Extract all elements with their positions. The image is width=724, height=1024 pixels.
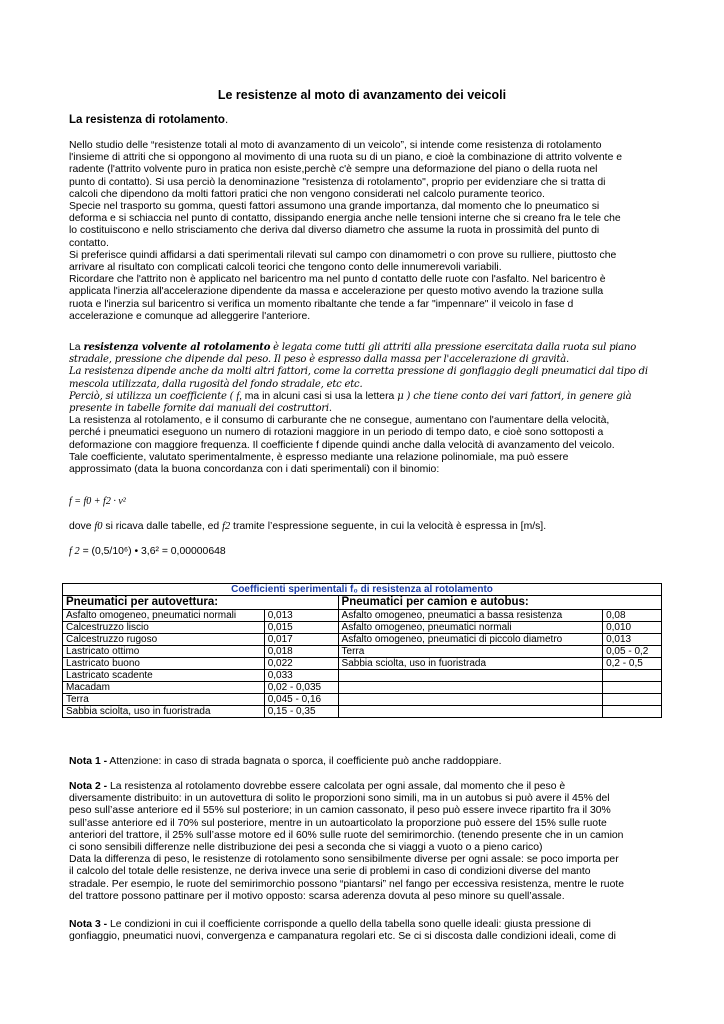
note-text: Attenzione: in caso di strada bagnata o sporca, il coefficiente può anche raddoppiare. [107, 756, 502, 767]
text-run: si ricava dalle tabelle, ed [102, 521, 223, 532]
text-run: ma in alcuni casi si usa la lettera [241, 390, 398, 402]
text-line: sull’asse anteriore ed il 70% sul posteriore, mentre in un autoarticolato la proporzione può essere del 15% sulle ruote [69, 817, 607, 829]
text-line: radente (l'attrito volvente puro in pratica non esiste,perchè c'è sempre una deformazione del piano o della ruota nel [69, 164, 598, 176]
text-line: gonfiaggio, pneumatici nuovi, convergenza e campanatura regolari etc. Se ci si discosta dalle condizioni ideali, come di [69, 931, 616, 943]
text-line [69, 919, 657, 931]
text-line: stradale, pressione che dipende dal peso. Il peso è espresso dalla massa per l'accelerazione di gravità. [69, 354, 569, 366]
formula-binomial: f = f0 + f2 · v² [69, 496, 126, 507]
table-cell: 0,08 [603, 610, 662, 622]
table-row [63, 682, 662, 694]
text-line: La resistenza al rotolamento, e il consumo di carburante che ne consegue, aumentano con l'aumentare della velocità, [69, 415, 610, 427]
text-run: dove [69, 521, 95, 532]
intro-paragraph [69, 140, 657, 323]
text-line: Si preferisce quindi affidarsi a dati sperimentali rilevati sul campo con dinamometri o con prove su rulliere, piuttosto che [69, 249, 617, 261]
table-cell: 0,045 - 0,16 [264, 694, 338, 706]
text-line: La resistenza dipende anche da molti altri fattori, come la corretta pressione di gonfiaggio degli pneumatici dal tipo di [69, 366, 648, 378]
text-line: Ricordare che l'attrito non è applicato nel baricentro ma nel punto d contatto delle ruote con l'asfalto. Nel baricentro è [69, 274, 606, 286]
table-cell: Sabbia sciolta, uso in fuoristrada [338, 658, 603, 670]
text-line: presente in tabelle fornite dai manuali dei costruttori. [69, 403, 332, 415]
text-run: La [69, 342, 84, 353]
note-label: Nota 1 - [69, 756, 108, 767]
note-text: Le condizioni in cui il coefficiente corrisponde a quello della tabella sono quelle ideali: giusta pressione di [107, 919, 591, 930]
text-line: lo costituiscono e nello strisciamento che deriva dal diverso diametro che assume la ruota in prossimità del punto di [69, 225, 600, 237]
table-row [63, 670, 662, 682]
left-section-header: Pneumatici per autovettura: [63, 596, 339, 610]
text-line: stradale. Per esempio, le ruote del semirimorchio possono “piantarsi” nel fango per eccessiva resistenza, mentre le ruote [69, 878, 625, 890]
note-label: Nota 2 - [69, 781, 108, 792]
table-cell: 0,2 - 0,5 [603, 658, 662, 670]
table-row [63, 634, 662, 646]
table-cell: Terra [63, 694, 265, 706]
table-cell [338, 670, 603, 682]
table-row [63, 622, 662, 634]
section-heading [69, 114, 228, 126]
text-line: applicata l'inerzia all'accelerazione dipendente da massa e accelerazione per questo motivo avendo la trazione sulla [69, 286, 604, 298]
table-cell: 0,15 - 0,35 [264, 706, 338, 718]
table-cell [603, 682, 662, 694]
coefficients-table [62, 583, 662, 718]
table-cell: 0,05 - 0,2 [603, 646, 662, 658]
text-line: ruota e l'inerzia sul baricentro si verifica un momento ribaltante che tende a far "impennare" il veicolo in fase d [69, 298, 574, 310]
text-line [69, 391, 657, 403]
table-cell: 0,022 [264, 658, 338, 670]
table-row [63, 706, 662, 718]
document-title: Le resistenze al moto di avanzamento dei veicoli [217, 88, 507, 102]
section-heading-dot: . [224, 114, 229, 126]
table-cell: 0,013 [264, 610, 338, 622]
text-line: l'insieme di attriti che si oppongono al movimento di una ruota su di un piano, e cioè la combinazione di attrito volvente e [69, 152, 623, 164]
text-line [69, 781, 657, 793]
symbol-mu: μ [397, 390, 404, 402]
note-label: Nota 3 - [69, 919, 108, 930]
formula-f2 [69, 546, 657, 558]
table-cell: Calcestruzzo rugoso [63, 634, 265, 646]
text-line: deformazione con maggiore frequenza. Il coefficiente f dipende quindi anche dalla velocità di avanzamento del veicolo. [69, 439, 615, 451]
table-cell: Asfalto omogeneo, pneumatici normali [63, 610, 265, 622]
text-line: mescola utilizzata, dalla rugosità del fondo stradale, etc etc. [69, 378, 363, 390]
text-line: perché i pneumatici eseguono un numero di rotazioni maggiore in un periodo di tempo dato, e cioè sono sottoposti a [69, 427, 604, 439]
table-cell: 0,018 [264, 646, 338, 658]
table-cell: Asfalto omogeneo, pneumatici a bassa resistenza [338, 610, 603, 622]
text-line: punto di contatto). Si usa perciò la denominazione "resistenza di rotolamento", proprio per evidenziare che si tratta di [69, 176, 606, 188]
table-cell: Lastricato scadente [63, 670, 265, 682]
table-cell: 0,033 [264, 670, 338, 682]
table-cell: 0,017 [264, 634, 338, 646]
text-line: anteriori del trattore, il 25% sull’asse motore ed il 60% sulle ruote del semirimorchio. (tenendo presente che in un camion [69, 829, 624, 841]
section-heading-text: La resistenza di rotolamento [69, 114, 225, 126]
rolling-resistance-paragraph [69, 342, 657, 476]
table-cell: Macadam [63, 682, 265, 694]
symbol-f: f, [236, 390, 242, 402]
table-cell [338, 682, 603, 694]
table-cell: 0,015 [264, 622, 338, 634]
text-line: accelerazione e comunque ad alleggerire l'anteriore. [69, 310, 311, 322]
table-row [63, 658, 662, 670]
table-caption: Coefficienti sperimentali f₀ di resistenza al rotolamento [63, 584, 662, 596]
text-line: ci sono sensibili differenze nelle distribuzione dei pesi a seconda che si viaggi a vuoto o a pieno carico) [69, 842, 543, 854]
table-header-row [63, 596, 662, 610]
table-row [63, 646, 662, 658]
table-cell [338, 706, 603, 718]
table-cell [603, 670, 662, 682]
note-2 [69, 781, 657, 903]
text-line [69, 342, 657, 354]
table-cell: 0,013 [603, 634, 662, 646]
emphasis-term: resistenza volvente al rotolamento [83, 342, 271, 353]
text-run: tramite l’espressione seguente, in cui la velocità è espressa in [m/s]. [230, 521, 547, 532]
text-line: contatto. [69, 237, 109, 249]
note-3 [69, 919, 657, 943]
text-line: Data la differenza di peso, le resistenze di rotolamento sono sensibilmente diverse per ogni assale: se poco importa per [69, 854, 619, 866]
text-line: deforma e si schiaccia nel punto di contatto, dissipando energia anche nelle tensioni interne che si creano fra le tele che [69, 213, 621, 225]
table-cell [338, 694, 603, 706]
text-line: calcoli che dipendono da molti fattori pratici che non vengono considerati nel calcolo puramente teorico. [69, 188, 545, 200]
text-line: approssimato (data la buona concordanza con i dati sperimentali) con il binomio: [69, 464, 440, 476]
table-cell: 0,010 [603, 622, 662, 634]
text-line: peso sull’asse anteriore ed il 55% sul posteriore; in un camion cassonato, il peso può essere invece ripartito fra il 30% [69, 805, 611, 817]
text-run: Perciò, si utilizza un coefficiente ( [69, 390, 237, 402]
table-cell: 0,02 - 0,035 [264, 682, 338, 694]
text-run: ) che tiene conto dei vari fattori, in genere già [403, 390, 632, 402]
formula-explanation [69, 521, 657, 533]
right-section-header: Pneumatici per camion e autobus: [338, 596, 661, 610]
table-cell: Sabbia sciolta, uso in fuoristrada [63, 706, 265, 718]
table-cell: Calcestruzzo liscio [63, 622, 265, 634]
note-1 [69, 756, 657, 768]
table-cell: Terra [338, 646, 603, 658]
table-cell: Lastricato ottimo [63, 646, 265, 658]
symbol-f2: f2 [222, 521, 231, 532]
text-line: il calcolo del totale delle resistenze, ne deriva invece una serie di problemi in caso di condizioni diverse del manto [69, 866, 591, 878]
table-cell [603, 694, 662, 706]
text-run: è legata come tutti gli attriti alla pressione esercitata dalla ruota sul piano [270, 342, 637, 353]
text-line: Nello studio delle “resistenze totali al moto di avanzamento di un veicolo”, si intende come resistenza di rotolamento [69, 140, 602, 151]
text-line: del trattore possono pattinare per il motivo opposto: scarsa aderenza dovuta al peso minore su quell’assale. [69, 890, 565, 902]
symbol-f2: f 2 [69, 546, 80, 557]
table-cell: Lastricato buono [63, 658, 265, 670]
text-line: Specie nel trasporto su gomma, questi fattori assumono una grande importanza, dal momento che lo pneumatico si [69, 201, 600, 213]
table-cell [603, 706, 662, 718]
table-cell: Asfalto omogeneo, pneumatici normali [338, 622, 603, 634]
text-line: diversamente distribuito: in un autovettura di solito le proporzioni sono simili, ma in un autobus si può avere il 45% del [69, 793, 610, 805]
text-line: arrivare al risultato con complicati calcoli teorici che tengono conto delle innumerevoli variabili. [69, 262, 502, 274]
formula-value: = (0,5/10⁶) • 3,6² = 0,00000648 [79, 546, 226, 557]
table-row [63, 694, 662, 706]
table-row [63, 610, 662, 622]
table-caption-row [63, 584, 662, 596]
symbol-f0: f0 [94, 521, 103, 532]
text-line: Tale coefficiente, valutato sperimentalmente, è espresso mediante una relazione polinomiale, ma può essere [69, 451, 569, 463]
table-cell: Asfalto omogeneo, pneumatici di piccolo diametro [338, 634, 603, 646]
note-text: La resistenza al rotolamento dovrebbe essere calcolata per ogni assale, dal momento che il peso è [107, 781, 566, 792]
